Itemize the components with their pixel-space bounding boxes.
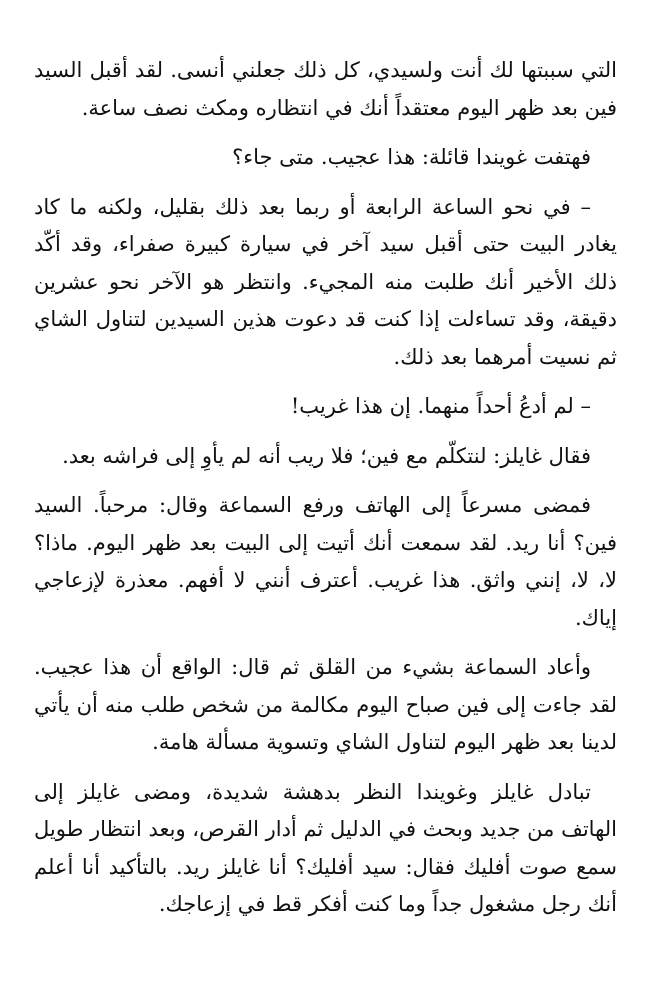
paragraph-1: التي سببتها لك أنت ولسيدي، كل ذلك جعلني أنسى. لقد أقبل السيد فين بعد ظهر اليوم معتقداً أنك في انتظاره ومكث نصف ساعة. xyxy=(34,58,617,120)
book-page xyxy=(34,52,617,936)
paragraph-6: فمضى مسرعاً إلى الهاتف ورفع السماعة وقال: مرحباً. السيد فين؟ أنا ريد. لقد سمعت أنك أتيت إلى البيت بعد ظهر اليوم. ماذا؟ لا، لا، إنني واثق. هذا غريب. أعترف أنني لا أفهم. معذرة لإزعاجي إياك. xyxy=(34,493,617,630)
paragraph-5: فقال غايلز: لنتكلّم مع فين؛ فلا ريب أنه لم يأوِ إلى فراشه بعد. xyxy=(62,443,591,468)
paragraph-4: – لم أدعُ أحداً منهما. إن هذا غريب! xyxy=(290,394,591,418)
paragraph-2: فهتفت غويندا قائلة: هذا عجيب. متى جاء؟ xyxy=(232,145,591,169)
paragraph-7: وأعاد السماعة بشيء من القلق ثم قال: الواقع أن هذا عجيب. لقد جاءت إلى فين صباح اليوم مكالمة من شخص طلب منه أن يأتي لدينا بعد ظهر اليوم لتناول الشاي وتسوية مسألة هامة. xyxy=(34,655,617,754)
paragraph-8: تبادل غايلز وغويندا النظر بدهشة شديدة، ومضى غايلز إلى الهاتف من جديد وبحث في الدليل ثم أدار القرص، وبعد انتظار طويل سمع صوت أفليك فقال: سيد أفليك؟ أنا غايلز ريد. بالتأكيد أنا أعلم أنك رجل مشغول جداً وما كنت أفكر قط في إزعاجك. xyxy=(34,779,617,916)
paragraph-3: – في نحو الساعة الرابعة أو ربما بعد ذلك بقليل، ولكنه ما كاد يغادر البيت حتى أقبل سيد آخر في سيارة كبيرة صفراء، وقد أكّد ذلك الأخير أنك طلبت منه المجيء. وانتظر هو الآخر نحو عشرين دقيقة، وقد تساءلت إذا كنت قد دعوت هذين السيدين لتناول الشاي ثم نسيت أمرهما بعد ذلك. xyxy=(34,194,617,369)
